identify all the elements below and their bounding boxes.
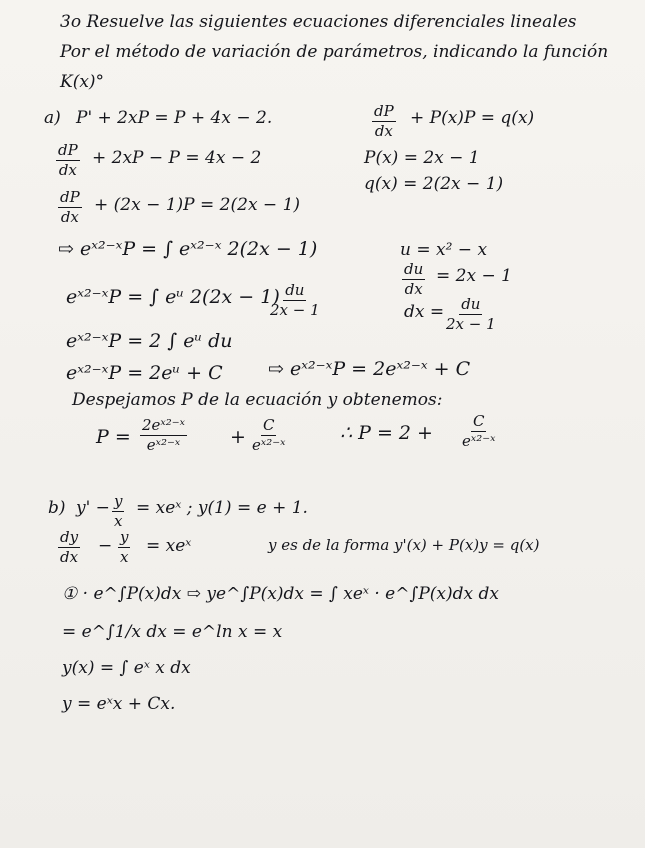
b-line2-yx — [118, 530, 130, 565]
despejamos-text: Despejamos P de la ecuación y obtenemos: — [72, 390, 443, 410]
b-line2-dydx-num: dy — [60, 528, 79, 546]
a-line2-num: dP — [58, 141, 78, 159]
result-fraction-2 — [252, 418, 285, 453]
b-line5: y(x) = ∫ eˣ x dx — [62, 658, 191, 678]
b-line2-yx-num: y — [120, 528, 129, 546]
part-a-equation: P' + 2xP = P + 4x − 2. — [76, 108, 273, 128]
b-line3: ① · e^∫P(x)dx ⇨ ye^∫P(x)dx = ∫ xeˣ · e^∫P(x)dx dx — [62, 584, 499, 604]
final-frac-num: C — [472, 412, 485, 430]
a-line5-fraction — [270, 283, 320, 318]
b-line2-tail: = xeˣ — [146, 536, 192, 556]
dx-den: 2x − 1 — [446, 315, 496, 333]
result-frac2-num: C — [262, 416, 275, 434]
q-of-x: q(x) = 2(2x − 1) — [364, 174, 504, 194]
result-frac2-den: eˣ²⁻ˣ — [252, 436, 286, 454]
intro-line-1: 3o Resuelve las siguientes ecuaciones diferenciales lineales — [60, 12, 577, 32]
a-line2-tail: + 2xP − P = 4x − 2 — [92, 148, 262, 168]
du-dx-fraction — [402, 262, 425, 297]
a-line2-fraction — [56, 143, 80, 178]
general-form-den: dx — [374, 122, 393, 140]
b-form-text: y es de la forma y'(x) + P(x)y = q(x) — [268, 536, 540, 554]
final-result-left: ∴ P = 2 + — [340, 422, 433, 444]
dx-fraction — [446, 297, 496, 332]
part-b-eq-num: y — [114, 492, 123, 510]
a-line6: eˣ²⁻ˣP = 2 ∫ eᵘ du — [66, 330, 233, 352]
du-dx-num: du — [404, 260, 424, 278]
u-definition: u = x² − x — [400, 240, 488, 260]
general-form-num: dP — [374, 102, 394, 120]
a-line3-den: dx — [60, 208, 79, 226]
intro-line-2: Por el método de variación de parámetros, indicando la función — [60, 42, 609, 62]
du-dx-den: dx — [404, 280, 423, 298]
general-form-fraction — [372, 104, 396, 139]
part-b-eq-tail: = xeˣ ; y(1) = e + 1. — [136, 498, 308, 518]
a-line3-fraction — [58, 190, 82, 225]
dx-substitution: dx = — [404, 302, 445, 322]
p-of-x: P(x) = 2x − 1 — [364, 148, 480, 168]
result-plus: + — [230, 426, 246, 448]
b-line2-minus: − — [98, 536, 113, 556]
general-form-tail: + P(x)P = q(x) — [410, 108, 535, 128]
intro-line-3: K(x)° — [60, 72, 105, 92]
a-line7-left: eˣ²⁻ˣP = 2eᵘ + C — [66, 362, 223, 384]
final-frac-den: eˣ²⁻ˣ — [462, 432, 496, 450]
part-b-eq-den: x — [114, 512, 123, 530]
part-b-eq-left: y' − — [76, 498, 110, 518]
b-line2-dydx — [58, 530, 80, 565]
a-line2-den: dx — [58, 161, 77, 179]
a-line5-den: 2x − 1 — [270, 301, 320, 319]
part-b-eq-fraction — [112, 494, 124, 529]
final-result-fraction — [462, 414, 495, 449]
a-line5-left: eˣ²⁻ˣP = ∫ eᵘ 2(2x − 1) — [66, 286, 280, 308]
result-frac1-num: 2eˣ²⁻ˣ — [142, 416, 186, 434]
a-line5-num: du — [285, 281, 305, 299]
b-line2-dydx-den: dx — [60, 548, 79, 566]
result-left: P = — [96, 426, 131, 448]
part-b-label: b) — [48, 498, 66, 518]
result-frac1-den: eˣ²⁻ˣ — [146, 436, 181, 454]
du-dx-tail: = 2x − 1 — [436, 266, 512, 286]
result-fraction-1 — [140, 418, 187, 453]
a-line3-num: dP — [60, 188, 80, 206]
b-line6: y = eˣx + Cx. — [62, 694, 176, 714]
part-a-label: a) — [44, 108, 61, 128]
a-line7-right: ⇨ eˣ²⁻ˣP = 2eˣ²⁻ˣ + C — [268, 358, 471, 380]
b-line4: = e^∫1/x dx = e^ln x = x — [62, 622, 283, 642]
dx-num: du — [461, 295, 481, 313]
b-line2-yx-den: x — [120, 548, 129, 566]
a-line3-tail: + (2x − 1)P = 2(2x − 1) — [94, 195, 301, 215]
a-line4: ⇨ eˣ²⁻ˣP = ∫ eˣ²⁻ˣ 2(2x − 1) — [58, 238, 318, 260]
